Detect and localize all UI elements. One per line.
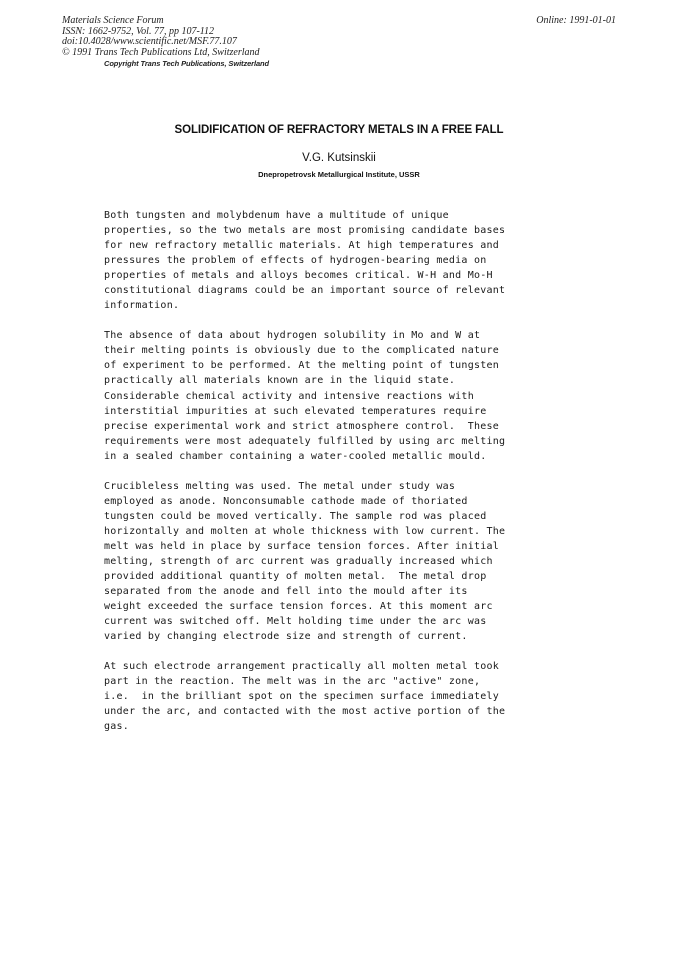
text-line: employed as anode. Nonconsumable cathode made of thoriated [104,495,468,507]
text-line: properties of metals and alloys becomes critical. W-H and Mo-H [104,270,493,282]
text-line: properties, so the two metals are most promising candidate bases [104,225,506,237]
text-line: tungsten could be moved vertically. The sample rod was placed [104,510,487,522]
text-line: At such electrode arrangement practically all molten metal took [104,661,500,673]
publisher-line: © 1991 Trans Tech Publications Ltd, Switzerland [62,46,260,58]
text-line: under the arc, and contacted with the most active portion of the [104,706,506,718]
paragraph [104,208,544,313]
author-affiliation: Dnepropetrovsk Metallurgical Institute, USSR [258,170,420,179]
paragraph [104,479,544,645]
text-line: i.e. in the brilliant spot on the specimen surface immediately [104,691,500,703]
text-line: Both tungsten and molybdenum have a multitude of unique [104,210,449,221]
text-line: melting, strength of arc current was gradually increased which [104,555,493,567]
text-line: in a sealed chamber containing a water-cooled metallic mould. [104,450,487,462]
text-line: interstitial impurities at such elevated temperatures require [104,405,487,417]
paragraph [104,328,544,463]
text-line: varied by changing electrode size and strength of current. [104,631,468,643]
text-line: requirements were most adequately fulfilled by using arc melting [104,435,506,447]
text-line: precise experimental work and strict atmosphere control. These [104,420,500,432]
text-line: Crucibleless melting was used. The metal under study was [104,480,456,492]
text-line: information. [104,300,180,312]
text-line: The absence of data about hydrogen solubility in Mo and W at [104,330,481,342]
journal-name: Materials Science Forum [62,15,164,26]
text-line: of experiment to be performed. At the melting point of tungsten [104,360,500,372]
text-line: part in the reaction. The melt was in the arc "active" zone, [104,676,481,688]
author-name: V.G. Kutsinskii [302,152,376,164]
paragraph [104,659,544,734]
text-line: gas. [104,721,130,733]
paper-title: SOLIDIFICATION OF REFRACTORY METALS IN A FREE FALL [174,124,504,136]
text-line: weight exceeded the surface tension forces. At this moment arc [104,601,493,613]
text-line: pressures the problem of effects of hydrogen-bearing media on [104,255,487,267]
text-line: for new refractory metallic materials. At high temperatures and [104,240,500,252]
text-line: provided additional quantity of molten metal. The metal drop [104,571,487,583]
text-line: melt was held in place by surface tension forces. After initial [104,540,500,552]
citation-block [62,16,269,69]
text-line: current was switched off. Melt holding time under the arc was [104,616,487,628]
online-date: Online: 1991-01-01 [536,15,616,26]
doi-line: doi:10.4028/www.scientific.net/MSF.77.107 [62,36,237,47]
text-line: practically all materials known are in the liquid state. [104,375,456,387]
text-line: Considerable chemical activity and intensive reactions with [104,390,474,402]
text-line: constitutional diagrams could be an important source of relevant [104,285,506,297]
text-line: their melting points is obviously due to the complicated nature [104,345,500,357]
body-text [104,208,544,750]
text-line: separated from the anode and fell into the mould after its [104,586,468,598]
text-line: horizontally and molten at whole thickness with low current. The [104,525,506,537]
copyright-notice: Copyright Trans Tech Publications, Switzerland [104,59,270,68]
issn-line: ISSN: 1662-9752, Vol. 77, pp 107-112 [62,25,215,37]
